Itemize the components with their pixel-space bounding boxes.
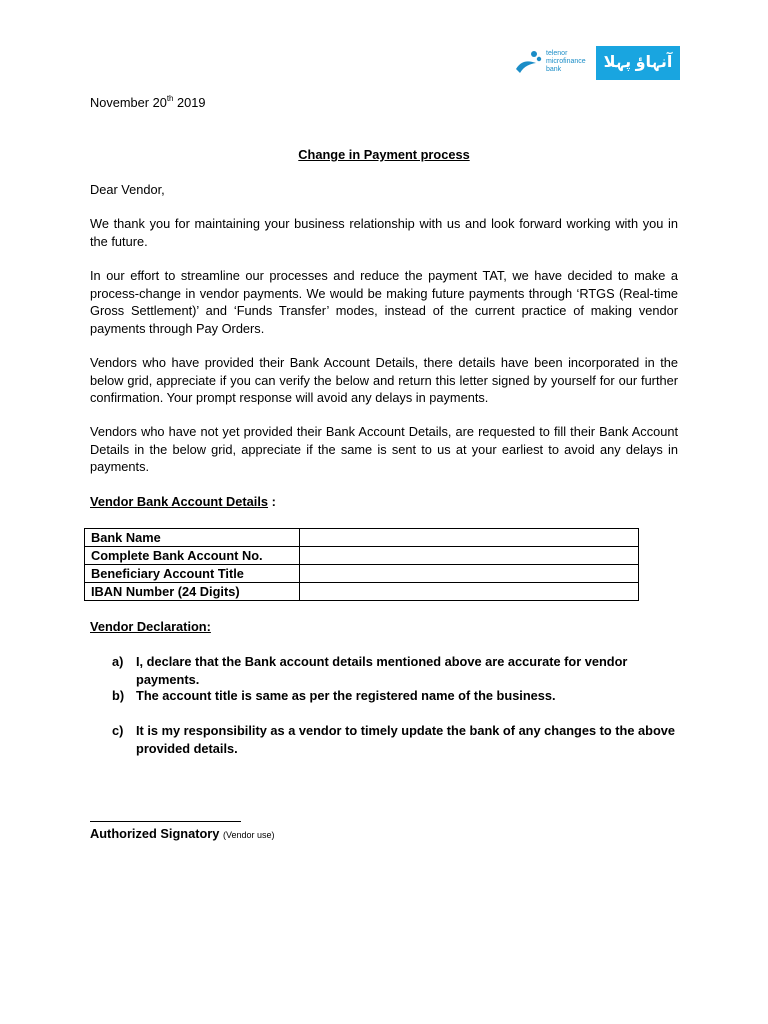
bank-details-heading: Vendor Bank Account Details : [90, 494, 276, 509]
iban-label: IBAN Number (24 Digits) [85, 583, 300, 601]
paragraph-2: In our effort to streamline our processes and reduce the payment TAT, we have decided to make a process-change in vendor payments. We would be making future payments through ‘RTGS (Real-time Gross Settlement)’ and ‘Funds Transfer’ modes, instead of the current practice of making vendor payments through Pay Orders. [90, 268, 678, 336]
account-number-label: Complete Bank Account No. [85, 547, 300, 565]
account-title-field[interactable] [300, 565, 639, 583]
account-title-label: Beneficiary Account Title [85, 565, 300, 583]
paragraph-1: We thank you for maintaining your business relationship with us and look forward working with you in the future. [90, 216, 678, 249]
list-marker: a) [112, 654, 124, 669]
declaration-text: It is my responsibility as a vendor to timely update the bank of any changes to the above provided details. [136, 723, 676, 756]
letter-subject: Change in Payment process [298, 147, 470, 162]
paragraph-3: Vendors who have provided their Bank Account Details, there details have been incorporated in the below grid, appreciate if you can verify the below and return this letter signed by yourself for our further confirmation. Your prompt response will avoid any delays in payments. [90, 355, 678, 406]
logo-wordmark: telenor microfinance bank [546, 50, 586, 73]
iban-field[interactable] [300, 583, 639, 601]
list-marker: b) [112, 688, 125, 703]
letter-greeting: Dear Vendor, [90, 182, 165, 197]
logo-urdu-tagline: آنہاؤ پہلا قدم [596, 46, 680, 80]
signature-label: Authorized Signatory (Vendor use) [90, 826, 275, 841]
table-row [85, 547, 639, 565]
bank-logo [514, 46, 680, 105]
table-row [85, 565, 639, 583]
list-marker: c) [112, 723, 124, 738]
declaration-text: I, declare that the Bank account details mentioned above are accurate for vendor payments. [136, 654, 628, 687]
declaration-item-c [112, 722, 678, 757]
table-row [85, 583, 639, 601]
bank-name-field[interactable] [300, 529, 639, 547]
declaration-heading: Vendor Declaration: [90, 619, 211, 634]
declaration-text: The account title is same as per the registered name of the business. [136, 688, 556, 703]
account-number-field[interactable] [300, 547, 639, 565]
telenor-logo-icon [514, 49, 544, 77]
bank-name-label: Bank Name [85, 529, 300, 547]
declaration-item-a [112, 653, 678, 688]
table-row [85, 529, 639, 547]
signature-line[interactable] [90, 821, 241, 822]
declaration-item-b [112, 687, 678, 705]
letter-date: November 20th 2019 [90, 94, 206, 110]
paragraph-4: Vendors who have not yet provided their Bank Account Details, are requested to fill their Bank Account Details in the below grid, appreciate if the same is sent to us at your earliest to avoid any delays in payments. [90, 424, 678, 475]
bank-details-table [84, 528, 639, 601]
